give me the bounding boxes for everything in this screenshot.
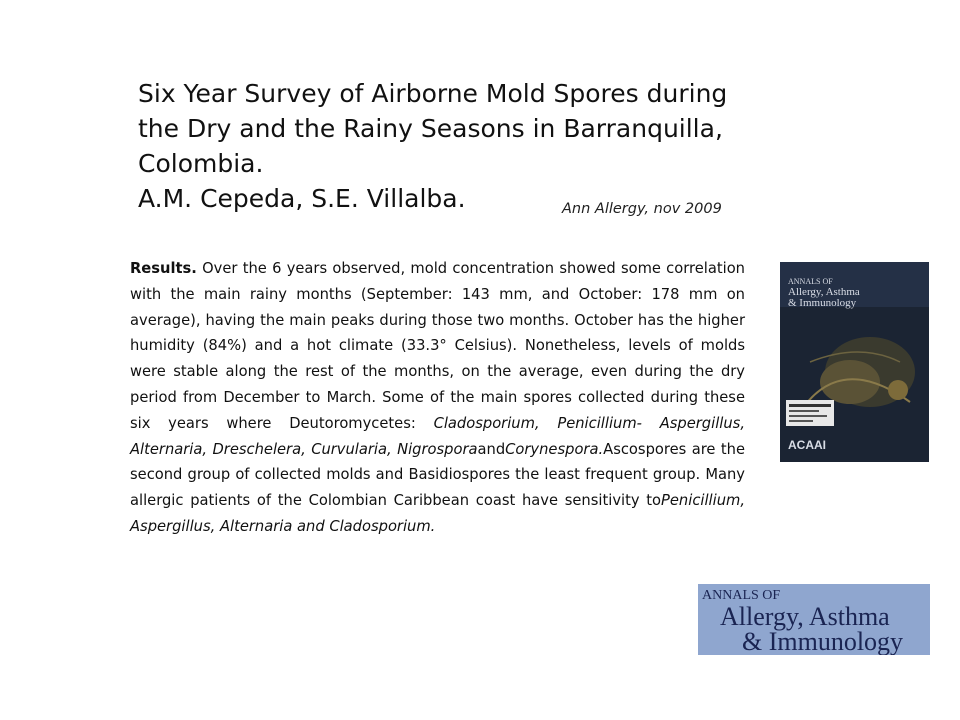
title-line-1: Six Year Survey of Airborne Mold Spores during (138, 79, 728, 108)
cover-publisher: ACAAI (788, 438, 826, 452)
results-and: and (477, 440, 506, 458)
results-label: Results. (130, 260, 197, 277)
results-sensitivity-list: Penicillium, Aspergillus, Alternaria and Cladosporium. (130, 492, 745, 535)
banner-line-3: & Immunology (742, 627, 904, 655)
title-authors: A.M. Cepeda, S.E. Villalba. (138, 184, 466, 213)
journal-banner-logo (698, 584, 930, 655)
cover-masthead-2: Allergy, Asthma (788, 286, 860, 298)
banner-line-1: ANNALS OF (702, 588, 781, 603)
results-species-list: Cladosporium, Penicillium- Aspergillus, Alternaria, Dreschelera, Curvularia, Nigrospora (130, 414, 745, 458)
citation: Ann Allergy, nov 2009 (562, 201, 722, 217)
results-text-2: Ascospores are the second group of collected molds and Basidiospores the least frequent group. Many allergic patients of the Colombian Caribbean coast have sensitivity to (130, 440, 745, 510)
journal-cover-image (780, 262, 929, 462)
results-text-1: Over the 6 years observed, mold concentration showed some correlation with the main rainy months (September: 143 mm, and October: 178 mm on average), having the main peaks during those two months. October has the higher humidity (84%) and a hot climate (33.3° Celsius). Nonetheless, levels of molds were stable along the rest of the months, on the average, even during the dry period from December to March. Some of the main spores collected during these six years where Deutoromycetes: (130, 260, 745, 432)
slide-title (138, 76, 768, 216)
title-line-2: the Dry and the Rainy Seasons in Barranquilla, (138, 114, 723, 143)
cover-masthead-1: ANNALS OF (788, 277, 833, 286)
results-paragraph (130, 256, 745, 540)
cover-masthead-3: & Immunology (788, 297, 857, 309)
title-line-3: Colombia. (138, 149, 264, 178)
banner-line-2: Allergy, Asthma (720, 602, 890, 631)
results-species-last: Corynespora. (505, 440, 604, 458)
